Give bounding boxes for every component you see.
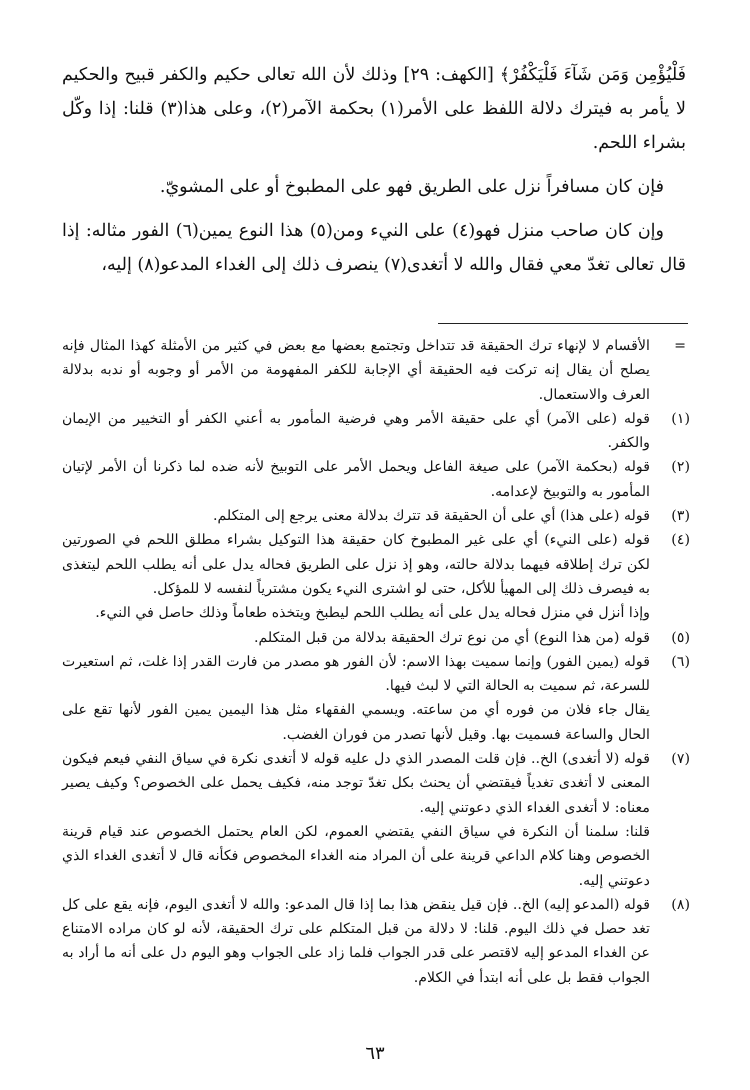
footnote-number: (٢) xyxy=(671,459,690,476)
footnote-text: قوله (بحكمة الآمر) على صيغة الفاعل ويحمل الأمر على التوبيخ لأنه ضده لما ذكرنا أن الأمر لإتيان المأمور به والتوبيخ لإعدامه. xyxy=(62,459,650,500)
footnote-text: الأقسام لا لإنهاء ترك الحقيقة قد تتداخل وتجتمع بعضها مع بعض في كثير من الأمثلة كهذا المثال فإنه يصلح أن يقال إنه تركت فيه الحقيقة أي الإجابة للكفر المفهومة من الأمر أو وجوبه أو ندبه بدلالة العرف والاستعمال. xyxy=(62,338,650,403)
footnote-number: (١) xyxy=(671,410,690,427)
main-text xyxy=(62,58,686,292)
main-paragraph-2: فإن كان مسافراً نزل على الطريق فهو على المطبوخ أو على المشويّ. xyxy=(159,177,664,197)
footnote-number: (٨) xyxy=(671,896,690,913)
footnote-text: قوله (من هذا النوع) أي من نوع ترك الحقيقة بدلالة من قبل المتكلم. xyxy=(253,629,650,646)
footnote-text: قوله (يمين الفور) وإنما سميت بهذا الاسم: لأن الفور هو مصدر من فارت القدر إذا غلت، ثم استعيرت للسرعة، ثم سميت به الحالة التي لا لبث فيها. xyxy=(62,653,650,695)
footnote-marker: = xyxy=(674,338,686,354)
footnote-number: (٣) xyxy=(671,508,690,525)
footnote-text: قوله (لا أتغدى) الخ.. فإن قلت المصدر الذي دل عليه قوله لا أتغدى نكرة في سياق النفي فيعم فيكون المعنى لا أتغدى تغدياً فيقتضي أن يحنث بكل تغدّ توجد منه، فكيف يحمل على الخصوص؟ وكيف يصير معناه: لا أتغدى الغداء الذي دعوتني إليه. xyxy=(62,751,650,816)
footnote-number: (٥) xyxy=(671,629,690,646)
footnote-text: يقال جاء فلان من فوره أي من ساعته. ويسمي الفقهاء مثل هذا اليمين يمين الفور لأنها تقع على الحال والساعة فسميت بها. وقيل لأنها تصدر من فوران الغضب. xyxy=(62,702,650,743)
footnote-1 xyxy=(62,407,690,456)
footnote-text: قلنا: سلمنا أن النكرة في سياق النفي يقتضي العموم، لكن العام يحتمل الخصوص عند قيام قرينة الخصوص وهنا كلام الداعي قرينة على أن المراد منه الغداء المخصوص فكأنه قال لا أتغدى الغداء الذي دعوتني إليه. xyxy=(62,823,650,889)
footnotes xyxy=(62,334,690,990)
footnote-2 xyxy=(62,455,690,504)
footnote-text: قوله (على النيء) أي على غير المطبوخ كان حقيقة هذا التوكيل بشراء مطلق اللحم في الصورتين لكن ترك إطلاقه فيهما بدلالة حالته، وهو إذ نزل على الطريق فحاله يدل على أنه يطلب اللحم ليتغذى به فيصرف ذلك إلى المهيأ للأكل، حتى لو اشترى النيء يكون مشترياً لنفسه لا للمؤكل. xyxy=(62,532,650,597)
main-paragraph-1: فَلْيُؤْمِن وَمَن شَآءَ فَلْيَكْفُرْ﴾ [الكهف: ٢٩] وذلك لأن الله تعالى حكيم والكفر قبيح والحكيم لا يأمر به فيترك دلالة اللفظ على الأمر(١) بحكمة الآمر(٢)، وعلى هذا(٣) قلنا: إذا وكّل بشراء اللحم. xyxy=(62,65,686,153)
footnote-8 xyxy=(62,893,690,990)
footnote-divider xyxy=(438,323,688,324)
footnote-text: قوله (المدعو إليه) الخ.. فإن قيل ينقض هذا بما إذا قال المدعو: والله لا أتغدى اليوم، فإنه يقع على كل تغد حصل في ذلك اليوم. قلنا: لا دلالة من قبل المتكلم على ترك الحقيقة، لأنه لو كان مراده الامتناع عن الغداء المدعو إليه لاقتصر على قدر الجواب فلما زاد على الجواب وهو اليوم دل على أنه ما أراد به الجواب فقط بل على أنه ابتدأ في الكلام. xyxy=(62,896,650,986)
footnote-3 xyxy=(62,504,690,528)
footnote-5 xyxy=(62,626,690,650)
footnote-text: قوله (على هذا) أي على أن الحقيقة قد تترك بدلالة معنى يرجع إلى المتكلم. xyxy=(212,508,650,525)
footnote-number: (٤) xyxy=(671,532,690,549)
footnote-6 xyxy=(62,650,690,747)
footnote-text: وإذا أنزل في منزل فحاله يدل على أنه يطلب اللحم ليطبخ ويتخذه طعاماً وذلك حاصل في النيء. xyxy=(95,605,650,622)
footnote-number: (٦) xyxy=(671,653,690,670)
footnote-4 xyxy=(62,528,690,625)
footnote-7 xyxy=(62,747,690,893)
page-number: ٦٣ xyxy=(365,1043,385,1064)
footnote-text: قوله (على الآمر) أي على حقيقة الأمر وهي فرضية المأمور به أعني الكفر أو التخيير من الإيمان والكفر. xyxy=(62,410,650,452)
main-paragraph-3: وإن كان صاحب منزل فهو(٤) على النيء ومن(٥) هذا النوع يمين(٦) الفور مثاله: إذا قال تعالى تغدّ معي فقال والله لا أتغدى(٧) ينصرف ذلك إلى الغداء المدعو(٨) إليه، xyxy=(62,221,686,275)
footnote-continuation xyxy=(62,334,690,407)
footnote-number: (٧) xyxy=(671,751,690,768)
